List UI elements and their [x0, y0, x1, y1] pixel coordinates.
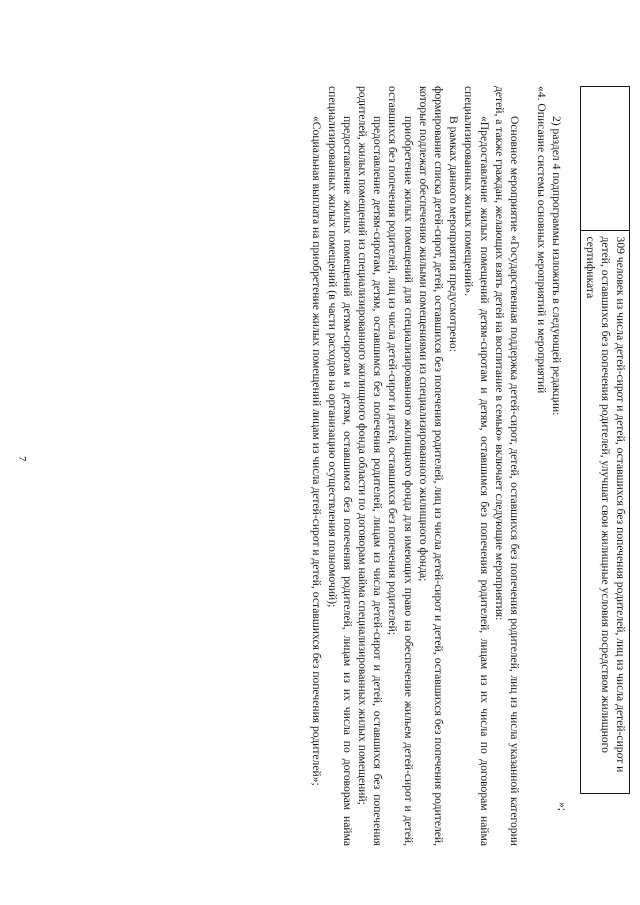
paragraph-provision-contracts: предоставление детям-сиротам, детям, оставшимся без попечения родителей, лицам из числа детей-сирот и детей, оставшихся без попечения родителей, жилых помещений из специализированного жилищного фонда области по договорам найма специализированных жилых помещений;	[355, 86, 385, 846]
target-text: 309 человек из числа детей-сирот и детей, оставшихся без попечения родителей, лиц из числа детей-сирот и детей, оставшихся без попечения родителей, улучшат свои жилищные условия посредством жилищного сертификата	[583, 236, 627, 773]
page-number: 7	[16, 456, 28, 462]
targets-table	[580, 86, 630, 794]
paragraph-housing-provision: «Предоставление жилых помещений детям-сиротам и детям, оставшимся без попечения родителей, лицам из их числа по договорам найма специализированных жилых помещений».	[462, 86, 491, 846]
paragraph-framework: В рамках данного мероприятия предусмотрено:	[447, 116, 461, 352]
document-body	[309, 86, 630, 846]
close-quote: »;	[556, 802, 569, 812]
paragraph-acquisition: приобретение жилых помещений для специализированного жилищного фонда для имеющих право на обеспечение жильем детей-сирот и детей, оставшихся без попечения родителей, лиц из числа детей-сирот и детей, оставшихся без попечения родителей;	[386, 86, 415, 846]
paragraph-main-event: Основное мероприятие «Государственная поддержка детей-сирот, детей, оставшихся без попечения родителей, лиц из числа указанной категории детей, а также граждан, желающих взять детей на воспитание в семью» включает следующие мероприятия:	[492, 86, 521, 846]
section-intro: 2) раздел 4 подпрограммы изложить в следующей редакции:	[550, 116, 564, 416]
table-cell-target	[581, 230, 630, 793]
paragraph-provision-powers: предоставление жилых помещений детям-сиротам и детям, оставшимся без попечения родителей, лицам из их числа по договорам найма специализированных жилых помещений (в части расходов на организацию осуществления полномочий);	[325, 86, 354, 846]
paragraph-list-forming: формирование списка детей-сирот, детей, оставшихся без попечения родителей, лиц из числа детей-сирот и детей, оставшихся без попечения родителей, которые подлежат обеспечению жилыми помещениями из специализированного жилищного фонда;	[416, 86, 445, 846]
section-heading: «4. Описание системы основных мероприятий и мероприятий	[535, 86, 549, 394]
table-row	[581, 87, 630, 794]
table-cell-empty	[581, 87, 630, 231]
paragraph-social-payment: «Социальная выплата на приобретение жилых помещений лицам из числа детей-сирот и детей, оставшихся без попечения родителей»;	[310, 116, 324, 786]
